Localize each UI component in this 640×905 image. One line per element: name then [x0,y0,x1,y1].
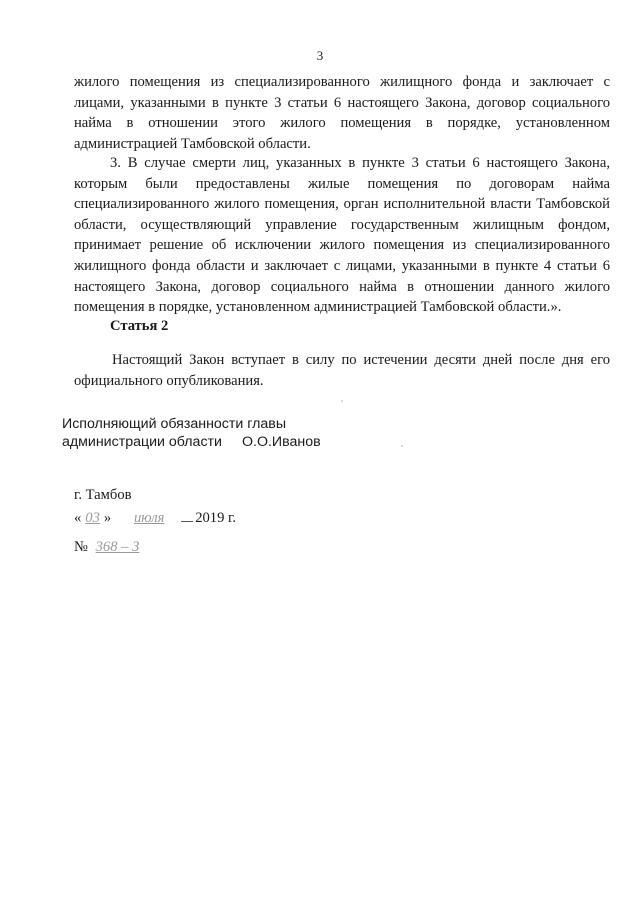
signature-position: администрации области [62,434,222,450]
number-stamp: 368 – З [95,539,140,555]
page-number: 3 [316,48,324,63]
scan-speck [401,445,403,447]
date-month-stamp: июля [134,510,165,526]
signature-name: О.О.Иванов [241,434,321,450]
signature-title-line1: Исполняющий обязанности главы [62,416,287,432]
date-day-stamp: 03 [85,510,100,526]
paragraph-continuation: жилого помещения из специализированного жилищного фонда и заключает с лицами, указанными в пункте 3 статьи 6 настоящего Закона, договор социального найма в отношении этого жилого помещения в порядке, установленном администрацией Тамбовской области. [74,74,610,152]
signature-title-line2 [62,434,321,450]
place: г. Тамбов [74,487,132,503]
scan-speck [341,400,343,402]
article-heading: Статья 2 [110,318,169,334]
date-year: 2019 г. [195,510,237,526]
paragraph-item-3: 3. В случае смерти лиц, указанных в пункте 3 статьи 6 настоящего Закона, которым были предоставлены жилые помещения по договорам найма специализированного жилого помещения, орган исполнительной власти Тамбовской области, осуществляющий управление государственным жилищным фондом, принимает решение об исключении жилого помещения из специализированного жилищного фонда области и заключает с лицами, указанными в пункте 4 статьи 6 настоящего Закона, договор социального найма в отношении данного жилого помещения в порядке, установленном администрацией Тамбовской области.». [74,155,610,316]
number-prefix: № [74,539,88,555]
date-underline [181,521,193,522]
date-line [74,510,236,527]
date-close-quote: » [103,510,112,526]
number-line [74,539,139,556]
date-open-quote: « [74,510,82,526]
paragraph-effective-date: Настоящий Закон вступает в силу по истечении десяти дней после дня его официального опубликования. [74,352,610,389]
